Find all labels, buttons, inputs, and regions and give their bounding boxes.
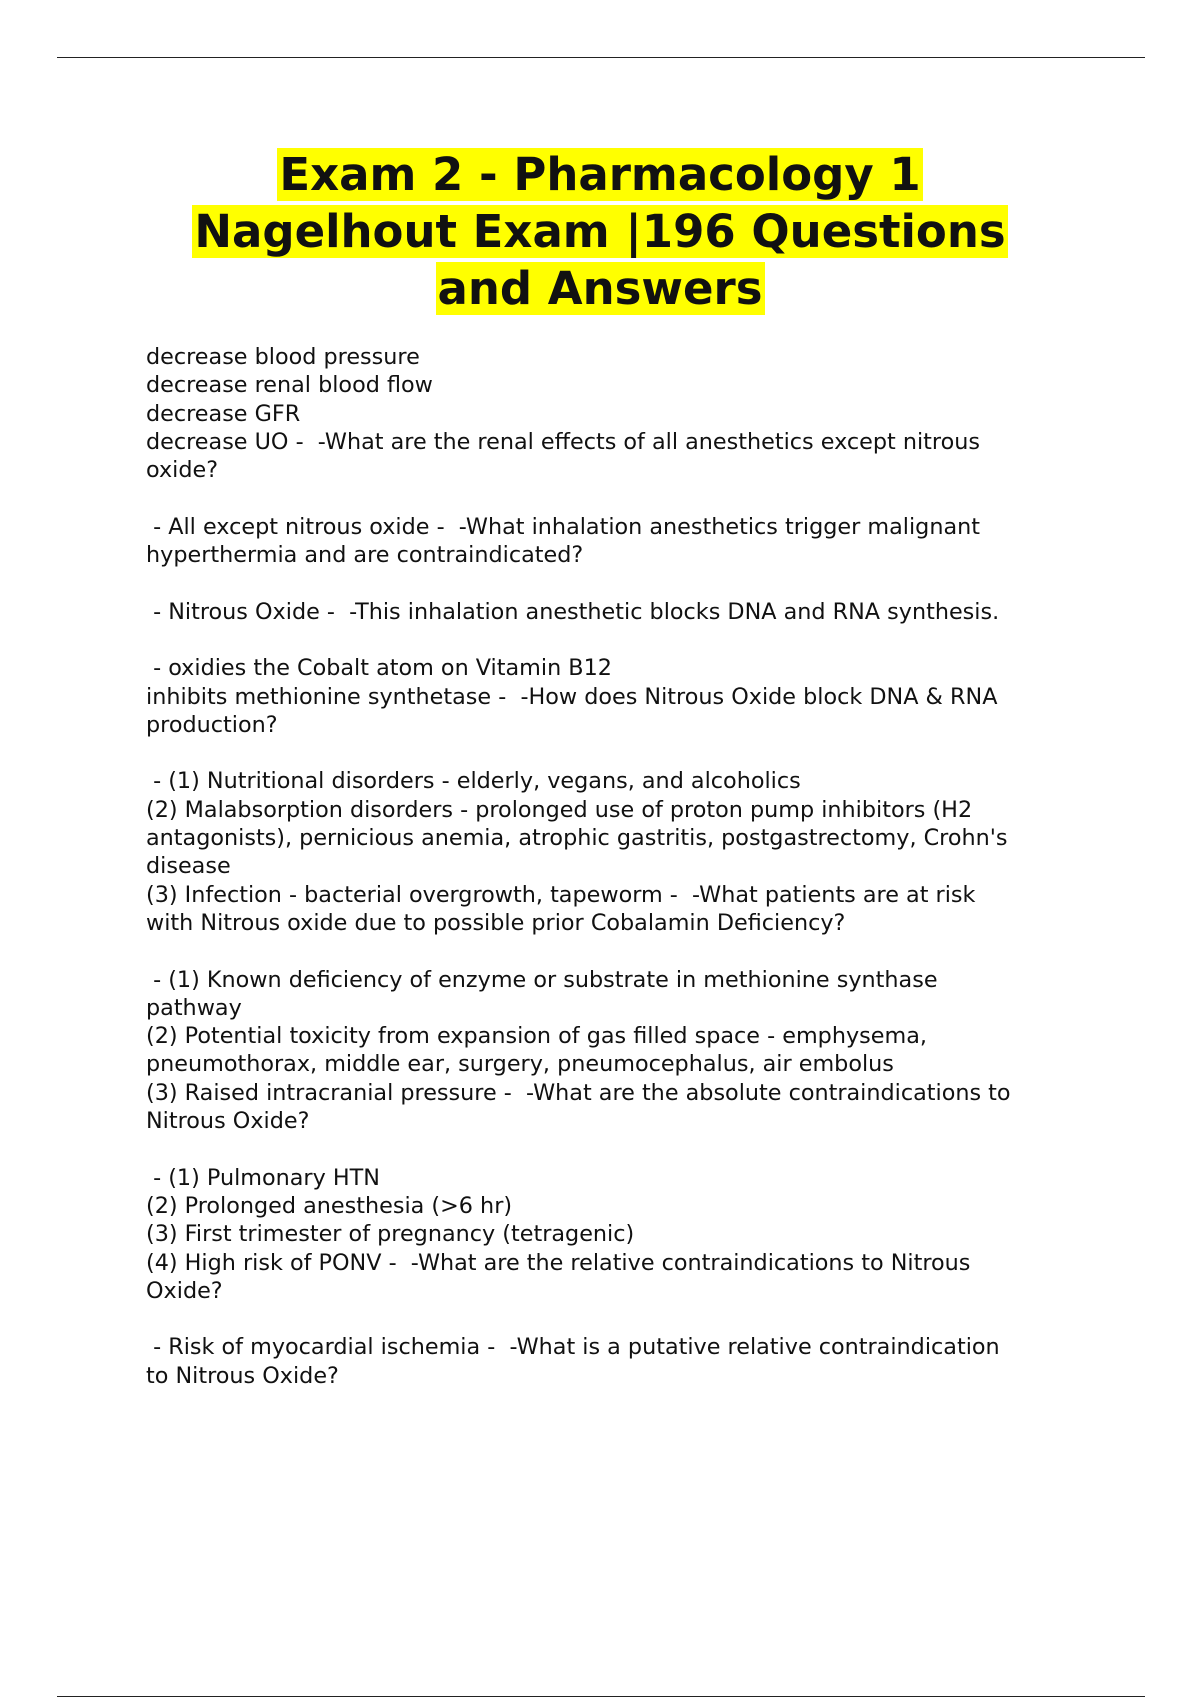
text-line: decrease blood pressure [146,344,420,370]
text-line: production? [146,711,278,738]
text-line: pneumothorax, middle ear, surgery, pneumocephalus, air embolus [146,1051,894,1078]
text-line: disease [146,853,231,880]
text-line: to Nitrous Oxide? [146,1362,339,1389]
text-line: Oxide? [146,1277,223,1304]
top-rule [57,57,1145,58]
title-line: and Answers [437,262,763,315]
qa-entry [146,343,1096,484]
title-line: Nagelhout Exam |196 Questions [194,205,1006,258]
text-line: - Risk of myocardial ischemia - -What is a putative relative contraindication [146,1334,1000,1361]
text-line: - (1) Known deficiency of enzyme or substrate in methionine synthase [146,966,938,993]
text-line: antagonists), pernicious anemia, atrophic gastritis, postgastrectomy, Crohn's [146,825,1008,852]
text-line: (4) High risk of PONV - -What are the relative contraindications to Nitrous [146,1249,971,1276]
text-line: (3) First trimester of pregnancy (tetragenic) [146,1221,635,1248]
document-title [60,146,1140,317]
text-line: (2) Prolonged anesthesia (>6 hr) [146,1192,513,1219]
text-line: - (1) Nutritional disorders - elderly, vegans, and alcoholics [146,768,801,795]
text-line: with Nitrous oxide due to possible prior Cobalamin Deficiency? [146,909,846,936]
text-line: pathway [146,994,242,1021]
text-line: decrease renal blood flow [146,372,433,399]
text-line: hyperthermia and are contraindicated? [146,542,584,569]
qa-entry [146,654,1096,739]
qa-entry [146,1164,1096,1305]
text-line: (3) Raised intracranial pressure - -What are the absolute contraindications to [146,1079,1011,1106]
title-line: Exam 2 - Pharmacology 1 [279,148,921,201]
text-line: - Nitrous Oxide - -This inhalation anesthetic blocks DNA and RNA synthesis. [146,598,1000,625]
text-line: Nitrous Oxide? [146,1108,310,1135]
qa-list [146,343,1096,1418]
text-line: (2) Potential toxicity from expansion of gas filled space - emphysema, [146,1023,927,1050]
text-line: decrease UO - -What are the renal effects of all anesthetics except nitrous [146,428,980,455]
text-line: (3) Infection - bacterial overgrowth, tapeworm - -What patients are at risk [146,881,976,908]
text-line: decrease GFR [146,400,301,427]
text-line: - oxidies the Cobalt atom on Vitamin B12 [146,655,612,682]
qa-entry [146,513,1096,570]
text-line: - All except nitrous oxide - -What inhalation anesthetics trigger malignant [146,513,980,540]
qa-entry [146,598,1096,626]
qa-entry [146,1333,1096,1390]
qa-entry [146,767,1096,937]
text-line: oxide? [146,457,219,484]
bottom-rule [57,1696,1145,1697]
text-line: (2) Malabsorption disorders - prolonged use of proton pump inhibitors (H2 [146,796,973,823]
text-line: - (1) Pulmonary HTN [146,1164,380,1191]
text-line: inhibits methionine synthetase - -How does Nitrous Oxide block DNA & RNA [146,683,998,710]
qa-entry [146,966,1096,1136]
